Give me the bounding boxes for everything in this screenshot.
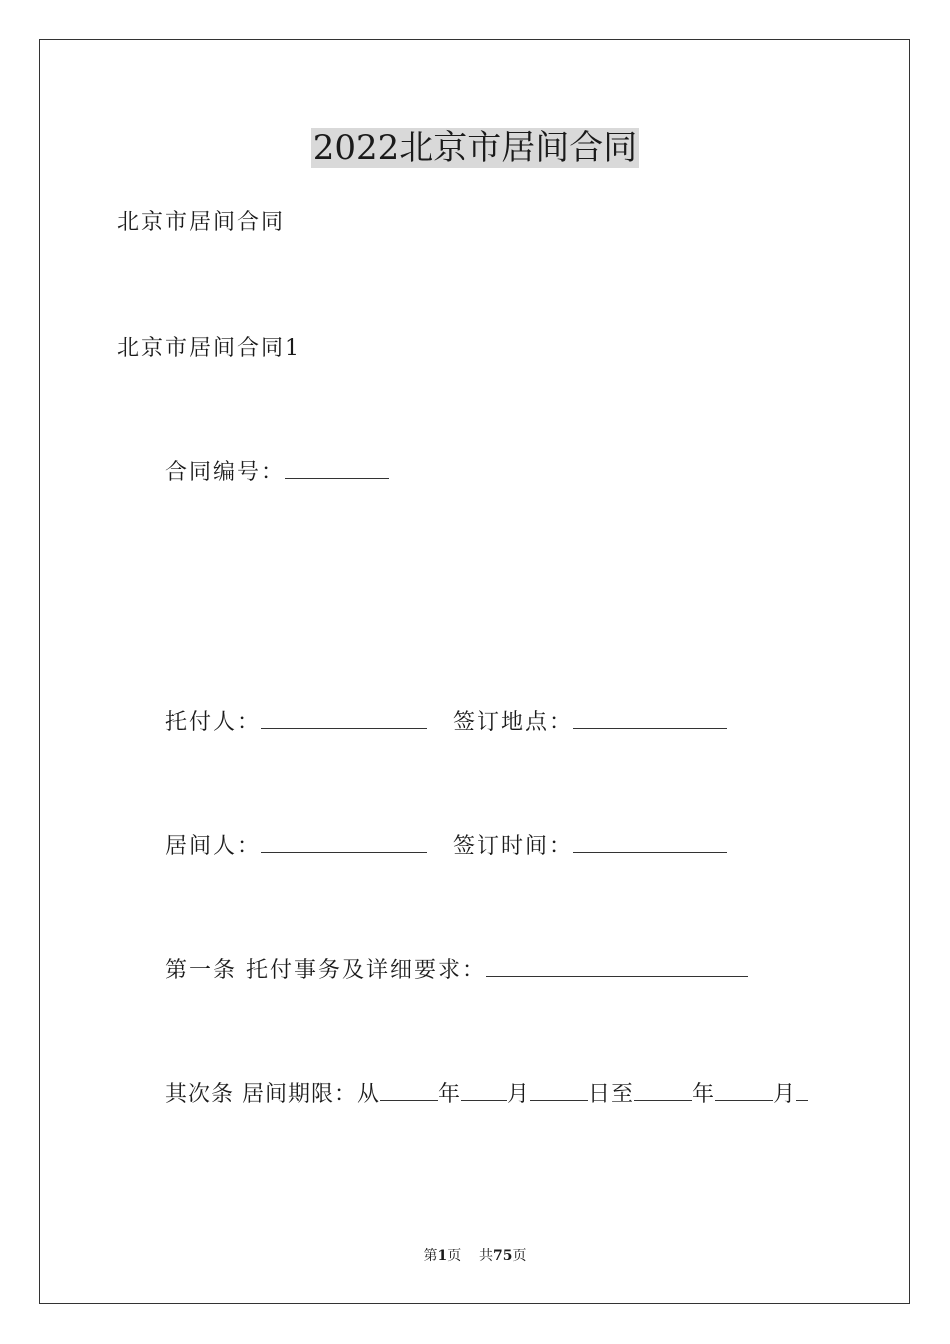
- sign-time-blank[interactable]: [573, 832, 727, 853]
- end-month-blank[interactable]: [715, 1080, 773, 1101]
- start-month-blank[interactable]: [461, 1080, 507, 1101]
- intermediary-blank[interactable]: [261, 832, 427, 853]
- end-year-blank[interactable]: [634, 1080, 692, 1101]
- contract-number-label: 合同编号：: [165, 460, 286, 485]
- day-to-label: 日至: [588, 1082, 635, 1107]
- year-2-label: 年: [692, 1082, 716, 1107]
- client-row: [165, 708, 727, 738]
- total-pages: 75: [493, 1248, 513, 1264]
- start-day-blank[interactable]: [530, 1080, 588, 1101]
- article-1-label: 第一条 托付事务及详细要求：: [165, 958, 486, 983]
- page-number: 1: [437, 1248, 448, 1264]
- total-suffix: 页: [512, 1248, 527, 1264]
- page-footer: [0, 1246, 950, 1266]
- page-prefix: 第: [423, 1248, 438, 1264]
- month-2-label: 月: [773, 1082, 797, 1107]
- end-day-blank[interactable]: [796, 1080, 808, 1101]
- sign-place-label: 签订地点：: [453, 710, 574, 735]
- total-prefix: 共: [479, 1248, 494, 1264]
- section-heading: 北京市居间合同1: [117, 336, 301, 361]
- start-year-blank[interactable]: [380, 1080, 438, 1101]
- article-2-row: [165, 1080, 808, 1110]
- sign-time-label: 签订时间：: [453, 834, 574, 859]
- client-label: 托付人：: [165, 710, 262, 735]
- page-mid: 页: [447, 1248, 462, 1264]
- article-1-row: [165, 956, 748, 986]
- intermediary-label: 居间人：: [165, 834, 262, 859]
- document-subtitle: 北京市居间合同: [117, 210, 286, 235]
- year-1-label: 年: [438, 1082, 462, 1107]
- article-1-blank[interactable]: [486, 956, 748, 977]
- sign-place-blank[interactable]: [573, 708, 727, 729]
- client-blank[interactable]: [261, 708, 427, 729]
- contract-number-blank[interactable]: [285, 458, 389, 479]
- document-title-text: 2022北京市居间合同: [312, 128, 638, 168]
- contract-number-row: [165, 458, 389, 488]
- article-2-label: 其次条 居间期限：从: [165, 1082, 380, 1107]
- document-title: [0, 128, 950, 168]
- month-1-label: 月: [507, 1082, 531, 1107]
- intermediary-row: [165, 832, 727, 862]
